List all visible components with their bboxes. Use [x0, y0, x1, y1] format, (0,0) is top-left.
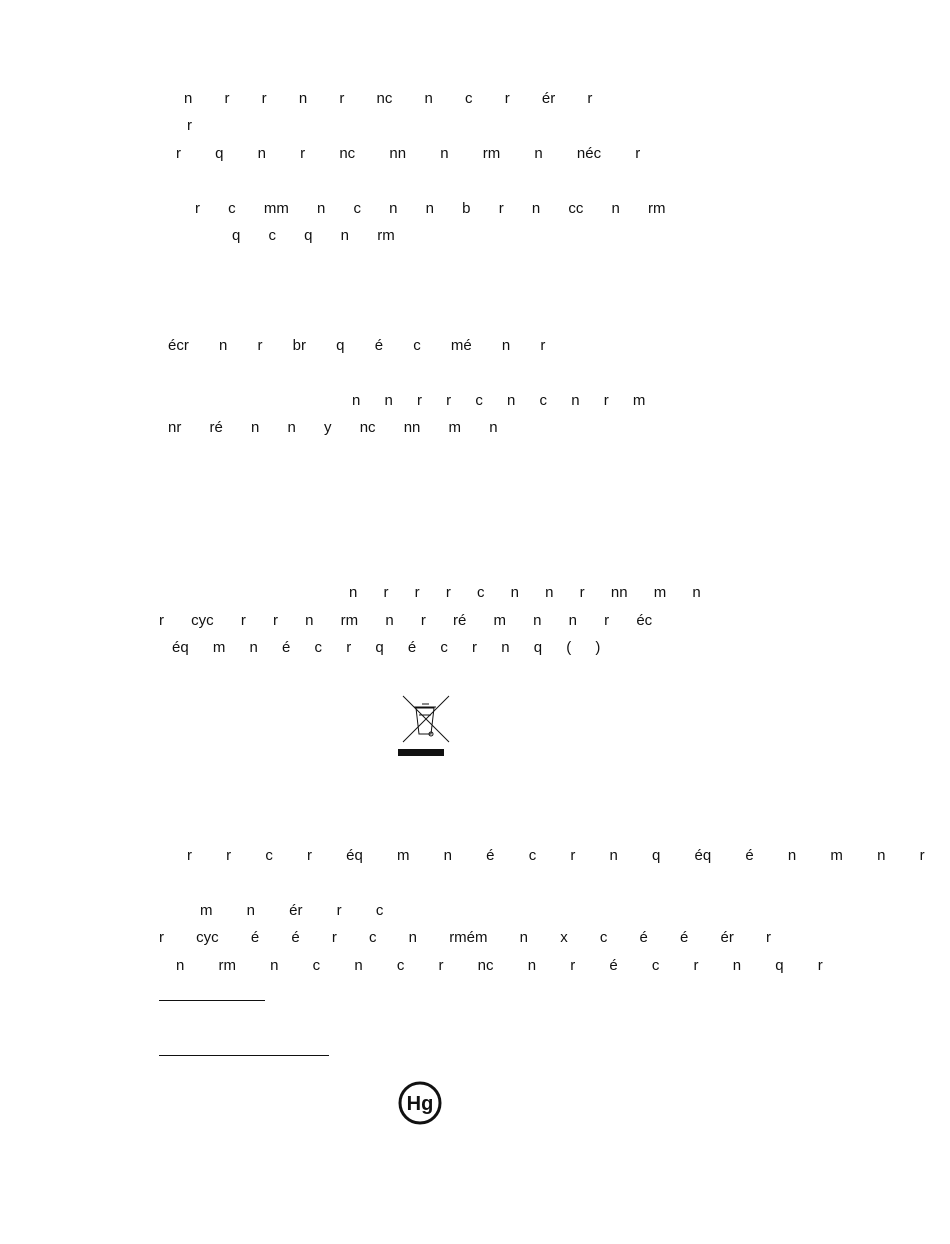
- footnote-separator: [159, 1000, 265, 1001]
- text-line: n rm n c n c r nc n r é c r n q r: [176, 957, 823, 974]
- text-line: m n ér r c: [200, 902, 384, 919]
- text-line: n r r r c n n r nn m n: [349, 584, 701, 601]
- text-line: r cyc r r n rm n r ré m n n r éc: [159, 612, 653, 629]
- mercury-label: Hg: [406, 1093, 434, 1115]
- hg-mercury-symbol-icon: [398, 1081, 443, 1126]
- text-line: r cyc é é r c n rmém n x c é é ér r: [159, 929, 772, 946]
- text-line: r c mm n c n n b r n cc n rm: [195, 200, 666, 217]
- text-line: r q n r nc nn n rm n néc r: [176, 145, 641, 162]
- text-line: n r r n r nc n c r ér r: [184, 90, 593, 107]
- text-line: éq m n é c r q é c r n q ( ): [172, 639, 601, 656]
- text-line: q c q n rm: [232, 227, 395, 244]
- text-line: r: [187, 117, 192, 134]
- footnote-separator: [159, 1055, 329, 1056]
- text-line: nr ré n n y nc nn m n: [168, 419, 498, 436]
- crossed-out-wheelie-bin-icon: [398, 694, 452, 760]
- text-line: n n r r c n c n r m: [352, 392, 646, 409]
- text-line: écr n r br q é c mé n r: [168, 337, 546, 354]
- text-line: r r c r éq m n é c r n q éq é n m n r: [187, 847, 925, 864]
